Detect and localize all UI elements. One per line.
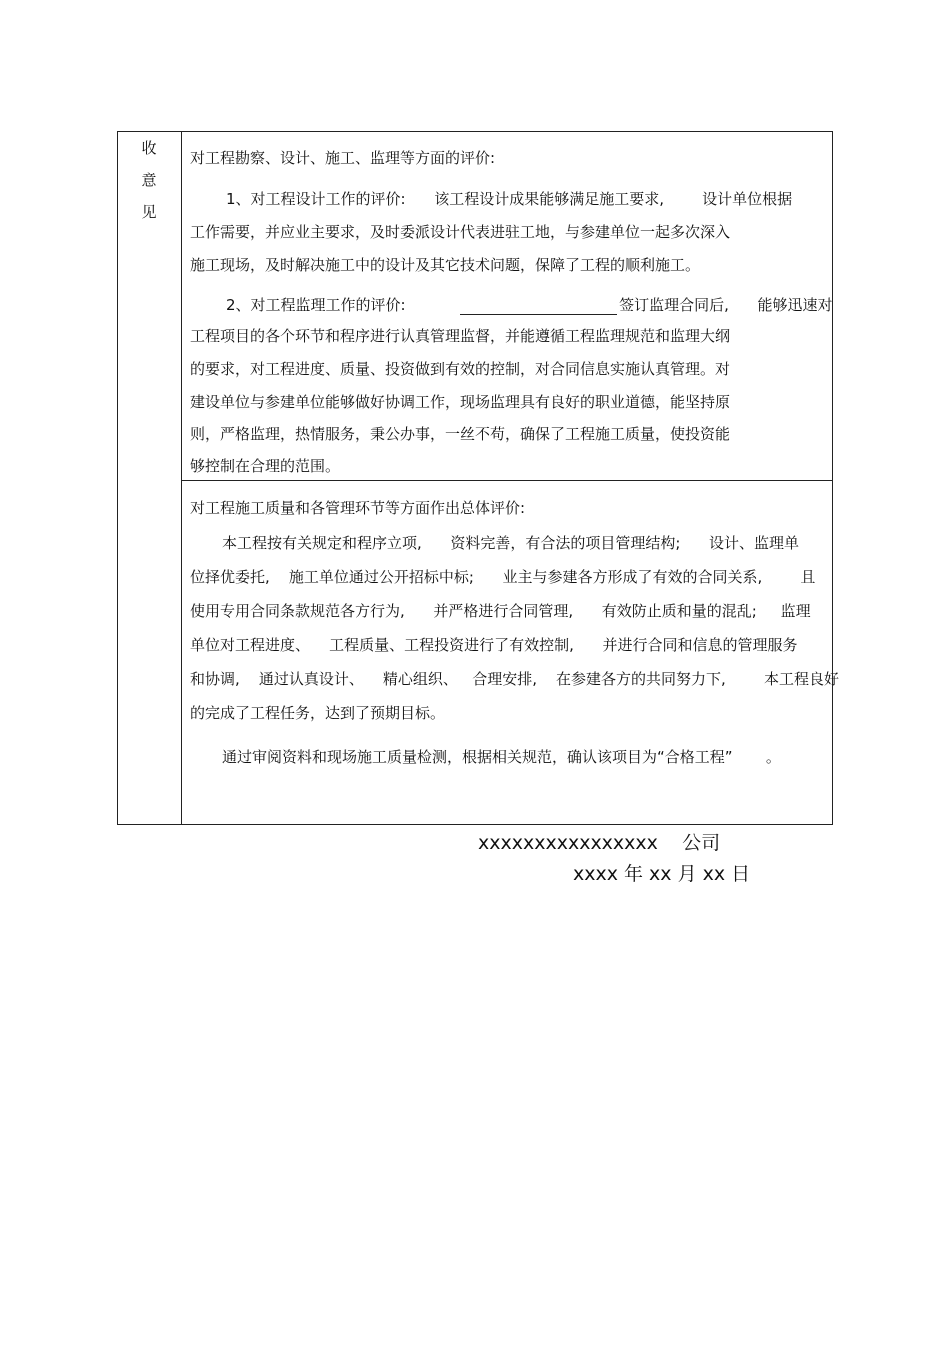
section2-heading: 对工程施工质量和各管理环节等方面作出总体评价: (190, 499, 526, 517)
conclusion-line: 通过审阅资料和现场施工质量检测，根据相关规范，确认该项目为“合格工程” 。 (222, 748, 781, 766)
supervision-evaluation-line-1 (226, 295, 832, 315)
supervision-evaluation-suffix: 签订监理合同后, 能够迅速对 (619, 296, 833, 314)
design-evaluation-line-2: 工作需要，并应业主要求，及时委派设计代表进驻工地，与参建单位一起多次深入 (190, 223, 731, 241)
overall-evaluation-line-3: 使用专用合同条款规范各方行为, 并严格进行合同管理, 有效防止质和量的混乱; 监理 (190, 602, 811, 620)
label-char-2: 意 (141, 171, 157, 189)
section1-heading: 对工程勘察、设计、施工、监理等方面的评价: (190, 149, 496, 167)
overall-evaluation-line-5: 和协调, 通过认真设计、 精心组织、 合理安排, 在参建各方的共同努力下, 本工程良好 (190, 670, 839, 688)
opinion-label-column (118, 132, 182, 824)
supervision-evaluation-line-5: 则，严格监理，热情服务，秉公办事，一丝不苟，确保了工程施工质量，使投资能 (190, 425, 731, 443)
overall-evaluation-line-2: 位择优委托, 施工单位通过公开招标中标; 业主与参建各方形成了有效的合同关系, 且 (190, 568, 816, 586)
overall-evaluation-line-1: 本工程按有关规定和程序立项, 资料完善，有合法的项目管理结构; 设计、监理单 (222, 534, 800, 552)
signature-date: xxxx 年 xx 月 xx 日 (573, 863, 751, 885)
supervision-evaluation-prefix: 2、对工程监理工作的评价: (226, 296, 406, 314)
overall-evaluation-line-4: 单位对工程进度、 工程质量、工程投资进行了有效控制, 并进行合同和信息的管理服务 (190, 636, 798, 654)
design-evaluation-line-3: 施工现场，及时解决施工中的设计及其它技术问题，保障了工程的顺利施工。 (190, 256, 701, 274)
supervision-evaluation-line-6: 够控制在合理的范围。 (190, 457, 341, 475)
supervision-evaluation-line-3: 的要求，对工程进度、质量、投资做到有效的控制，对合同信息实施认真管理。对 (190, 360, 731, 378)
overall-evaluation-line-6: 的完成了工程任务，达到了预期目标。 (190, 704, 446, 722)
survey-design-construction-evaluation-section (182, 132, 832, 481)
supervision-evaluation-line-4: 建设单位与参建单位能够做好协调工作，现场监理具有良好的职业道德，能坚持原 (190, 393, 731, 411)
supervision-evaluation-line-2: 工程项目的各个环节和程序进行认真管理监督，并能遵循工程监理规范和监理大纲 (190, 327, 731, 345)
label-char-3: 见 (141, 203, 157, 221)
design-evaluation-line-1: 1、对工程设计工作的评价: 该工程设计成果能够满足施工要求, 设计单位根据 (226, 190, 793, 208)
supervisor-name-blank (460, 298, 617, 315)
label-char-1: 收 (141, 139, 157, 157)
company-signature: xxxxxxxxxxxxxxxx 公司 (478, 832, 721, 854)
evaluation-form-table (117, 131, 839, 825)
overall-quality-evaluation-section (182, 480, 839, 824)
